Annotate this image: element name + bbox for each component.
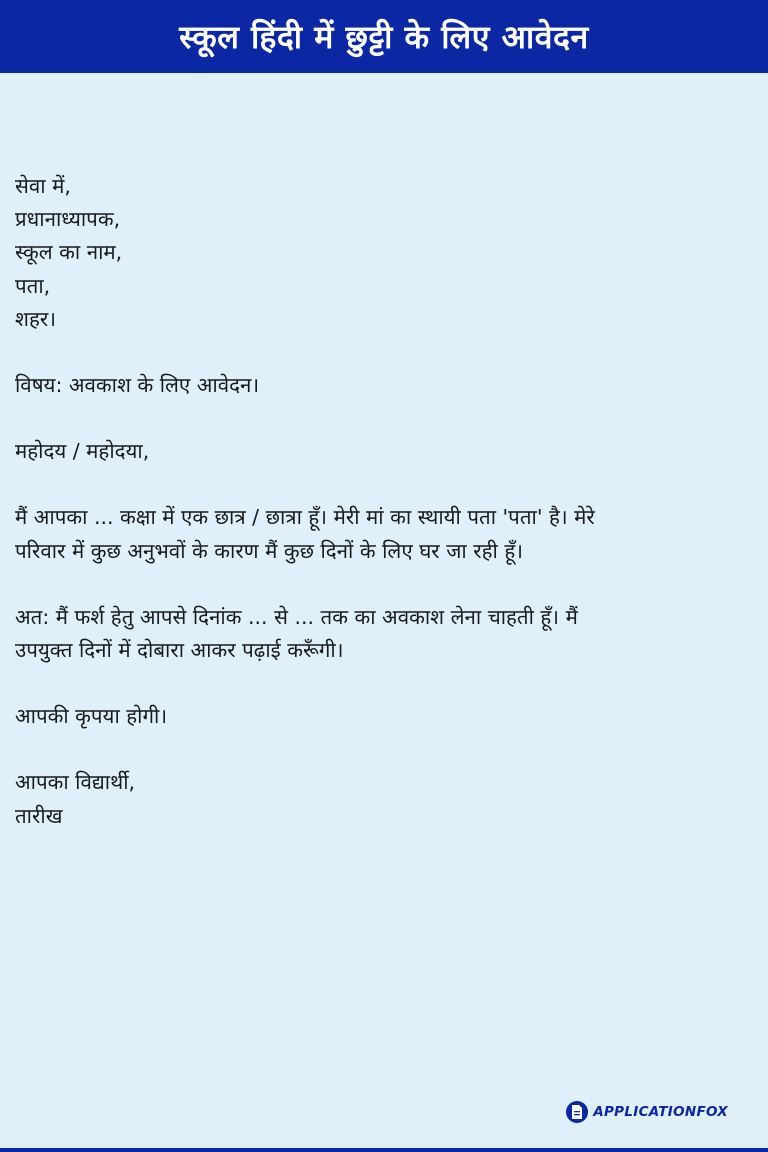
address-line: प्रधानाध्यापक, bbox=[15, 207, 121, 232]
address-line: स्कूल का नाम, bbox=[15, 240, 123, 265]
document-icon bbox=[566, 1101, 588, 1123]
page-title: स्कूल हिंदी में छुट्टी के लिए आवेदन bbox=[179, 18, 589, 56]
signoff-line: तारीख bbox=[15, 803, 63, 828]
body-line: उपयुक्त दिनों में दोबारा आकर पढ़ाई करूँगी। bbox=[15, 638, 344, 663]
header-bar bbox=[0, 0, 768, 73]
subject-line: विषय: अवकाश के लिए आवेदन। bbox=[15, 373, 260, 398]
brand-logo bbox=[566, 1101, 728, 1123]
signoff-block bbox=[15, 766, 755, 832]
subject-block bbox=[15, 369, 755, 402]
body-paragraph-1 bbox=[15, 501, 755, 567]
address-line: पता, bbox=[15, 273, 51, 298]
application-letter bbox=[15, 170, 755, 866]
closing-line: आपकी कृपया होगी। bbox=[15, 704, 168, 729]
salutation-block bbox=[15, 435, 755, 468]
salutation-line: महोदय / महोदया, bbox=[15, 439, 150, 464]
body-line: अत: मैं फर्श हेतु आपसे दिनांक ... से ... तक का अवकाश लेना चाहती हूँ। मैं bbox=[15, 604, 578, 629]
bottom-bar bbox=[0, 1148, 768, 1152]
body-line: परिवार में कुछ अनुभवों के कारण मैं कुछ दिनों के लिए घर जा रही हूँ। bbox=[15, 538, 523, 563]
closing-block bbox=[15, 700, 755, 733]
address-line: सेवा में, bbox=[15, 174, 71, 198]
address-line: शहर। bbox=[15, 306, 56, 331]
signoff-line: आपका विद्यार्थी, bbox=[15, 770, 136, 795]
brand-name: APPLICATIONFOX bbox=[593, 1104, 728, 1120]
body-paragraph-2 bbox=[15, 601, 755, 667]
body-line: मैं आपका ... कक्षा में एक छात्र / छात्रा हूँ। मेरी मां का स्थायी पता 'पता' है। मेरे bbox=[15, 505, 595, 530]
address-block bbox=[15, 170, 755, 336]
